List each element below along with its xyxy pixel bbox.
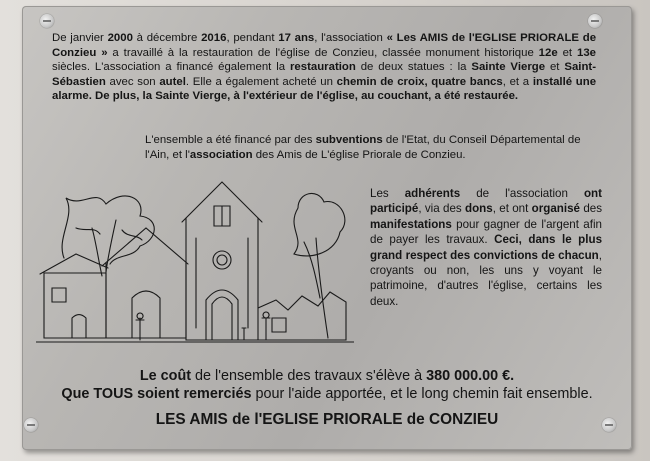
screw-top-right — [588, 14, 602, 28]
history-paragraph: De janvier 2000 à décembre 2016, pendant 17 ans, l'association « Les AMIS de l'EGLISE PRIORALE de Conzieu » a travaillé à la restauration de l'église de Conzieu, classée monument historique 12e et 13e siècles. L'association a financé également la restauration de deux statues : la Sainte Vierge et Saint-Sébastien avec son autel. Elle a également acheté un chemin de croix, quatre bancs, et a installé une alarme. De plus, la Sainte Vierge, à l'extérieur de l'église, au couchant, a été restaurée. — [52, 32, 597, 103]
church-drawing — [36, 168, 354, 358]
association-footer: LES AMIS de l'EGLISE PRIORALE de CONZIEU — [155, 411, 499, 428]
screw-top-left — [40, 14, 54, 28]
thanks-line: Que TOUS soient remerciés pour l'aide apportée, et le long chemin fait ensemble. — [61, 386, 593, 402]
funding-paragraph: L'ensemble a été financé par des subventions de l'Etat, du Conseil Départemental de l'Ain, et l'association des Amis de L'église Priorale de Conzieu. — [145, 134, 581, 161]
cost-line: Le coût de l'ensemble des travaux s'élève à 380 000.00 €. — [139, 368, 515, 384]
members-paragraph: Les adhérents de l'association ont participé, via des dons, et ont organisé des manifestations pour gagner de l'argent afin de payer les travaux. Ceci, dans le plus grand respect des convictions de chacun, croyants ou non, les uns y voyant le patrimoine, d'autres l'église, certains les deux. — [370, 187, 603, 308]
